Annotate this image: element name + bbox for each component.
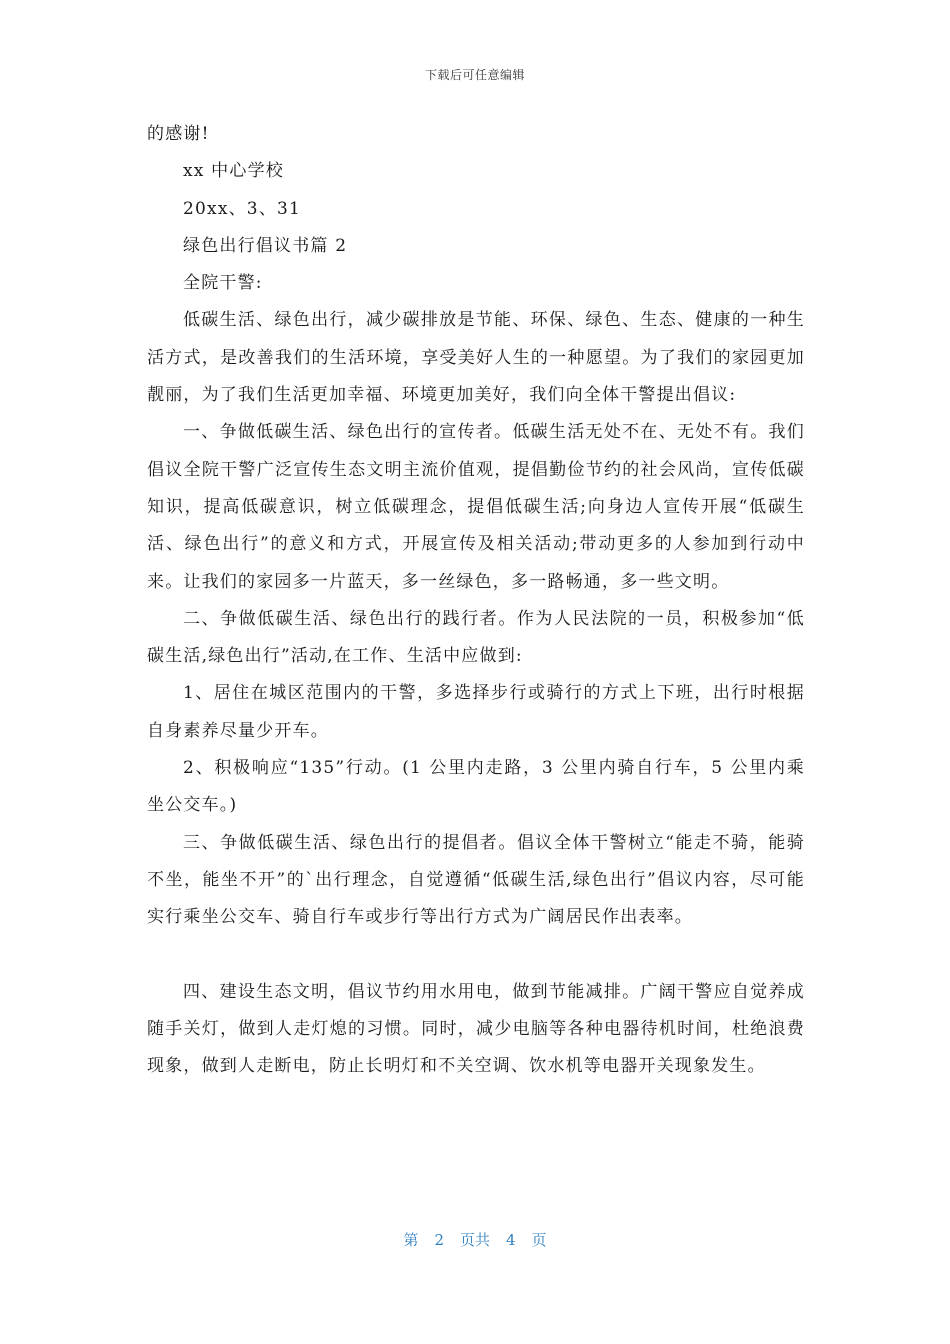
footer-total-pages: 4 [506, 1231, 516, 1249]
point-two-item-1: 1、居住在城区范围内的干警，多选择步行或骑行的方式上下班，出行时根据自身素养尽量少开车。 [147, 683, 805, 741]
point-two-paragraph: 二、争做低碳生活、绿色出行的践行者。作为人民法院的一员，积极参加“低碳生活,绿色出行”活动,在工作、生活中应做到: [147, 608, 805, 667]
footer-middle: 页共 [459, 1231, 490, 1249]
point-four-paragraph: 四、建设生态文明，倡议节约用水用电，做到节能减排。广阔干警应自觉养成随手关灯，做到人走灯熄的习惯。同时，减少电脑等各种电器待机时间，杜绝浪费现象，做到人走断电，防止长明灯和不关空调、饮水机等电器开关现象发生。 [147, 981, 805, 1077]
page-header: 下载后可任意编辑 [424, 68, 525, 82]
document-body [147, 116, 805, 1085]
footer-suffix: 页 [531, 1231, 547, 1249]
point-one-paragraph: 一、争做低碳生活、绿色出行的宣传者。低碳生活无处不在、无处不有。我们倡议全院干警广泛宣传生态文明主流价值观，提倡勤俭节约的社会风尚，宣传低碳知识，提高低碳意识，树立低碳理念，提倡低碳生活;向身边人宣传开展“低碳生活、绿色出行”的意义和方式，开展宣传及相关活动;带动更多的人参加到行动中来。让我们的家园多一片蓝天，多一丝绿色，多一路畅通，多一些文明。 [147, 422, 805, 592]
footer-prefix: 第 [403, 1231, 419, 1249]
point-two-item-2: 2、积极响应“135”行动。(1 公里内走路，3 公里内骑自行车，5 公里内乘坐公交车。) [147, 758, 805, 816]
closing-thanks: 的感谢! [147, 124, 210, 144]
page-footer [0, 1229, 950, 1250]
intro-paragraph: 低碳生活、绿色出行，减少碳排放是节能、环保、绿色、生态、健康的一种生活方式，是改善我们的生活环境，享受美好人生的一种愿望。为了我们的家园更加靓丽，为了我们生活更加幸福、环境更加美好，我们向全体干警提出倡议: [147, 310, 805, 406]
footer-page-number: 2 [434, 1231, 444, 1249]
signature-date: 20xx、3、31 [183, 198, 302, 219]
point-three-paragraph: 三、争做低碳生活、绿色出行的提倡者。倡议全体干警树立“能走不骑，能骑不坐，能坐不开”的`出行理念，自觉遵循“低碳生活,绿色出行”倡议内容，尽可能实行乘坐公交车、骑自行车或步行等出行方式为广阔居民作出表率。 [147, 832, 805, 928]
section-title: 绿色出行倡议书篇 2 [183, 235, 348, 256]
signature-school: xx 中心学校 [183, 161, 284, 182]
salutation: 全院干警: [183, 273, 263, 294]
blank-line [147, 937, 805, 974]
